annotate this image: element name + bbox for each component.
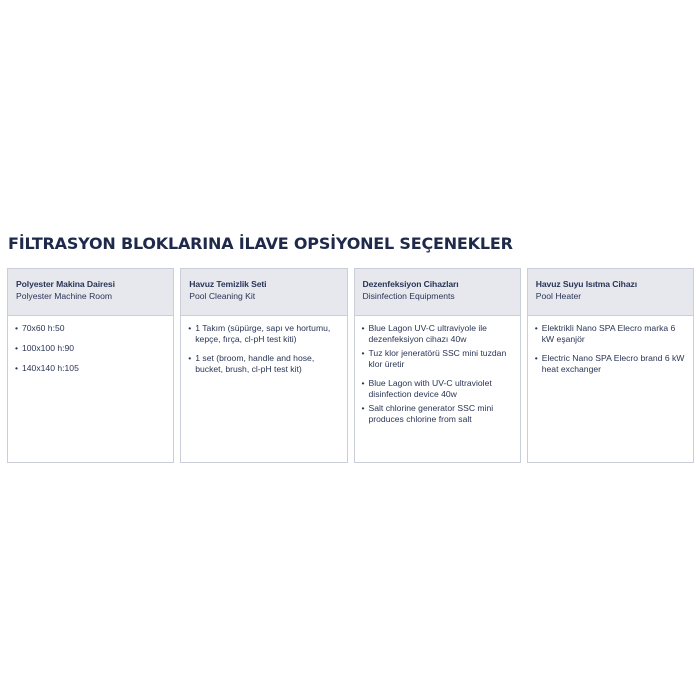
card-body <box>528 316 693 462</box>
card-pool-heater <box>527 268 694 463</box>
card-title-tr: Polyester Makina Dairesi <box>16 279 115 289</box>
card-title-tr: Havuz Suyu Isıtma Cihazı <box>535 279 637 289</box>
card-title-en: Pool Heater <box>535 291 582 301</box>
card-header <box>8 269 173 316</box>
card-title-en: Polyester Machine Room <box>16 291 113 301</box>
list-item: • Electric Nano SPA Elecro brand 6 kW heat exchanger <box>535 353 687 375</box>
card-machine-room <box>7 268 174 463</box>
list-item: • Tuz klor jeneratörü SSC mini tuzdan klor üretir <box>362 348 514 370</box>
list-item: • 100x100 h:90 <box>15 343 167 354</box>
card-title-en: Pool Cleaning Kit <box>189 291 256 301</box>
list-item: • 1 Takım (süpürge, sapı ve hortumu, kepçe, fırça, cl-pH test kiti) <box>188 323 340 345</box>
item-list <box>535 323 687 375</box>
item-list <box>188 323 340 375</box>
list-item: • 70x60 h:50 <box>15 323 167 334</box>
item-list <box>362 323 514 425</box>
page-title: FİLTRASYON BLOKLARINA İLAVE OPSİYONEL SEÇENEKLER <box>8 234 513 253</box>
card-header <box>528 269 693 316</box>
card-body <box>355 316 520 462</box>
card-header <box>355 269 520 316</box>
card-disinfection-equipments <box>354 268 521 463</box>
card-pool-cleaning-kit <box>180 268 347 463</box>
list-item: • Salt chlorine generator SSC mini produces chlorine from salt <box>362 403 514 425</box>
card-header <box>181 269 346 316</box>
card-title-tr: Havuz Temizlik Seti <box>189 279 267 289</box>
card-body <box>8 316 173 462</box>
options-table <box>7 268 694 463</box>
card-title-tr: Dezenfeksiyon Cihazları <box>362 279 459 289</box>
item-list <box>15 323 167 374</box>
card-body <box>181 316 346 462</box>
list-item: • 140x140 h:105 <box>15 363 167 374</box>
card-title-en: Disinfection Equipments <box>362 291 455 301</box>
list-item: • Blue Lagon UV-C ultraviyole ile dezenfeksiyon cihazı 40w <box>362 323 514 345</box>
list-item: • 1 set (broom, handle and hose, bucket, brush, cl-pH test kit) <box>188 353 340 375</box>
list-item: • Elektrikli Nano SPA Elecro marka 6 kW eşanjör <box>535 323 687 345</box>
list-item: • Blue Lagon with UV-C ultraviolet disinfection device 40w <box>362 378 514 400</box>
